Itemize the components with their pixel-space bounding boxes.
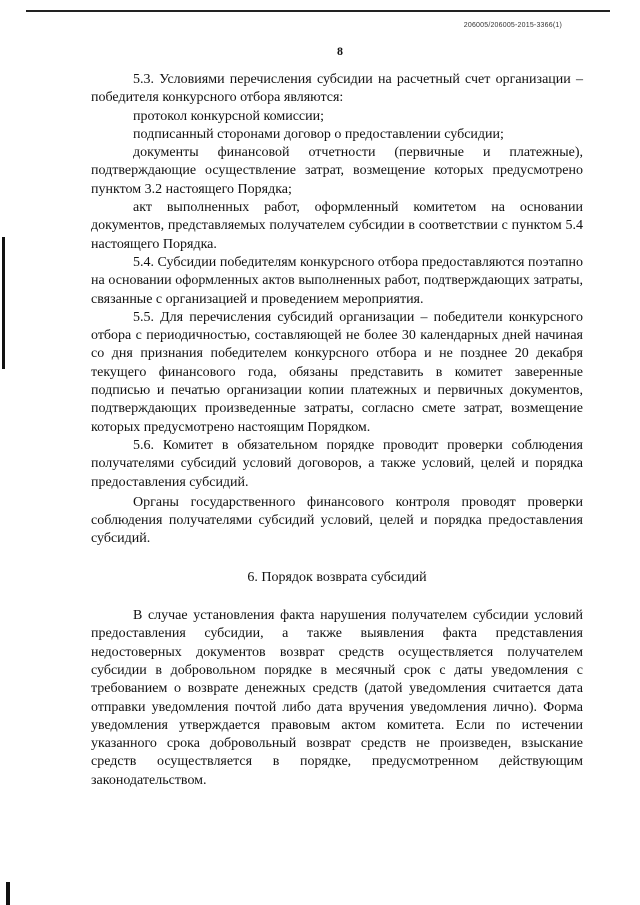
paragraph-5-6: 5.6. Комитет в обязательном порядке проводит проверки соблюдения получателями субсидий условий договоров, а также условий, целей и порядка предоставления субсидий. [91,437,583,490]
scan-top-rule [26,10,610,12]
paragraph-5-5: 5.5. Для перечисления субсидий организации – победители конкурсного отбора с периодичностью, составляющей не более 30 календарных дней начиная со дня признания победителем конкурсного отбора и не позднее 20 декабря текущего финансового года, обязаны представить в комитет заверенные подписью и печатью организации копии платежных и первичных документов, подтверждающих произведенные затраты, согласно смете затрат, возмещение которых предусмотрено настоящим Порядком. [91,309,583,435]
section-heading: 6. Порядок возврата субсидий [247,569,427,585]
list-item-protocol: протокол конкурсной комиссии; [133,108,324,124]
paragraph-financial-control: Органы государственного финансового контроля проводят проверки соблюдения получателями субсидий условий, целей и порядка предоставления субсидий. [91,494,583,547]
paragraph-section-6: В случае установления факта нарушения получателем субсидии условий предоставления субсидии, а также выявления факта представления недостоверных документов возврат средств осуществляется получателем субсидии в добровольном порядке в месячный срок с даты уведомления с требованием о возврате денежных средств (датой уведомления считается дата отправки уведомления почтой либо дата вручения уведомления лично). Форма уведомления утверждается правовым актом комитета. Если по истечении указанного срока добровольный возврат средств не произведен, взыскание средств осуществляется в порядке, предусмотренном действующим законодательством. [91,608,583,788]
list-item-contract: подписанный сторонами договор о предоставлении субсидии; [133,126,504,142]
document-id: 206005/206005-2015-3366(1) [463,22,562,29]
scan-corner-mark [6,882,10,905]
paragraph-5-4: 5.4. Субсидии победителям конкурсного отбора предоставляются поэтапно на основании оформленных актов выполненных работ, подтверждающих затраты, связанные с организацией и проведением мероприятия. [91,254,583,307]
paragraph-5-3: 5.3. Условиями перечисления субсидии на расчетный счет организации – победителя конкурсного отбора являются: [91,72,583,106]
list-item-financial-docs: документы финансовой отчетности (первичные и платежные), подтверждающие осуществление затрат, возмещение которых предусмотрено пунктом 3.2 настоящего Порядка; [91,145,583,197]
page-number: 8 [337,44,343,58]
list-item-work-act: акт выполненных работ, оформленный комитетом на основании документов, представляемых получателем субсидии в соответствии с пунктом 5.4 настоящего Порядка. [91,200,583,252]
page-body [91,71,583,790]
scan-margin-mark [2,237,5,369]
